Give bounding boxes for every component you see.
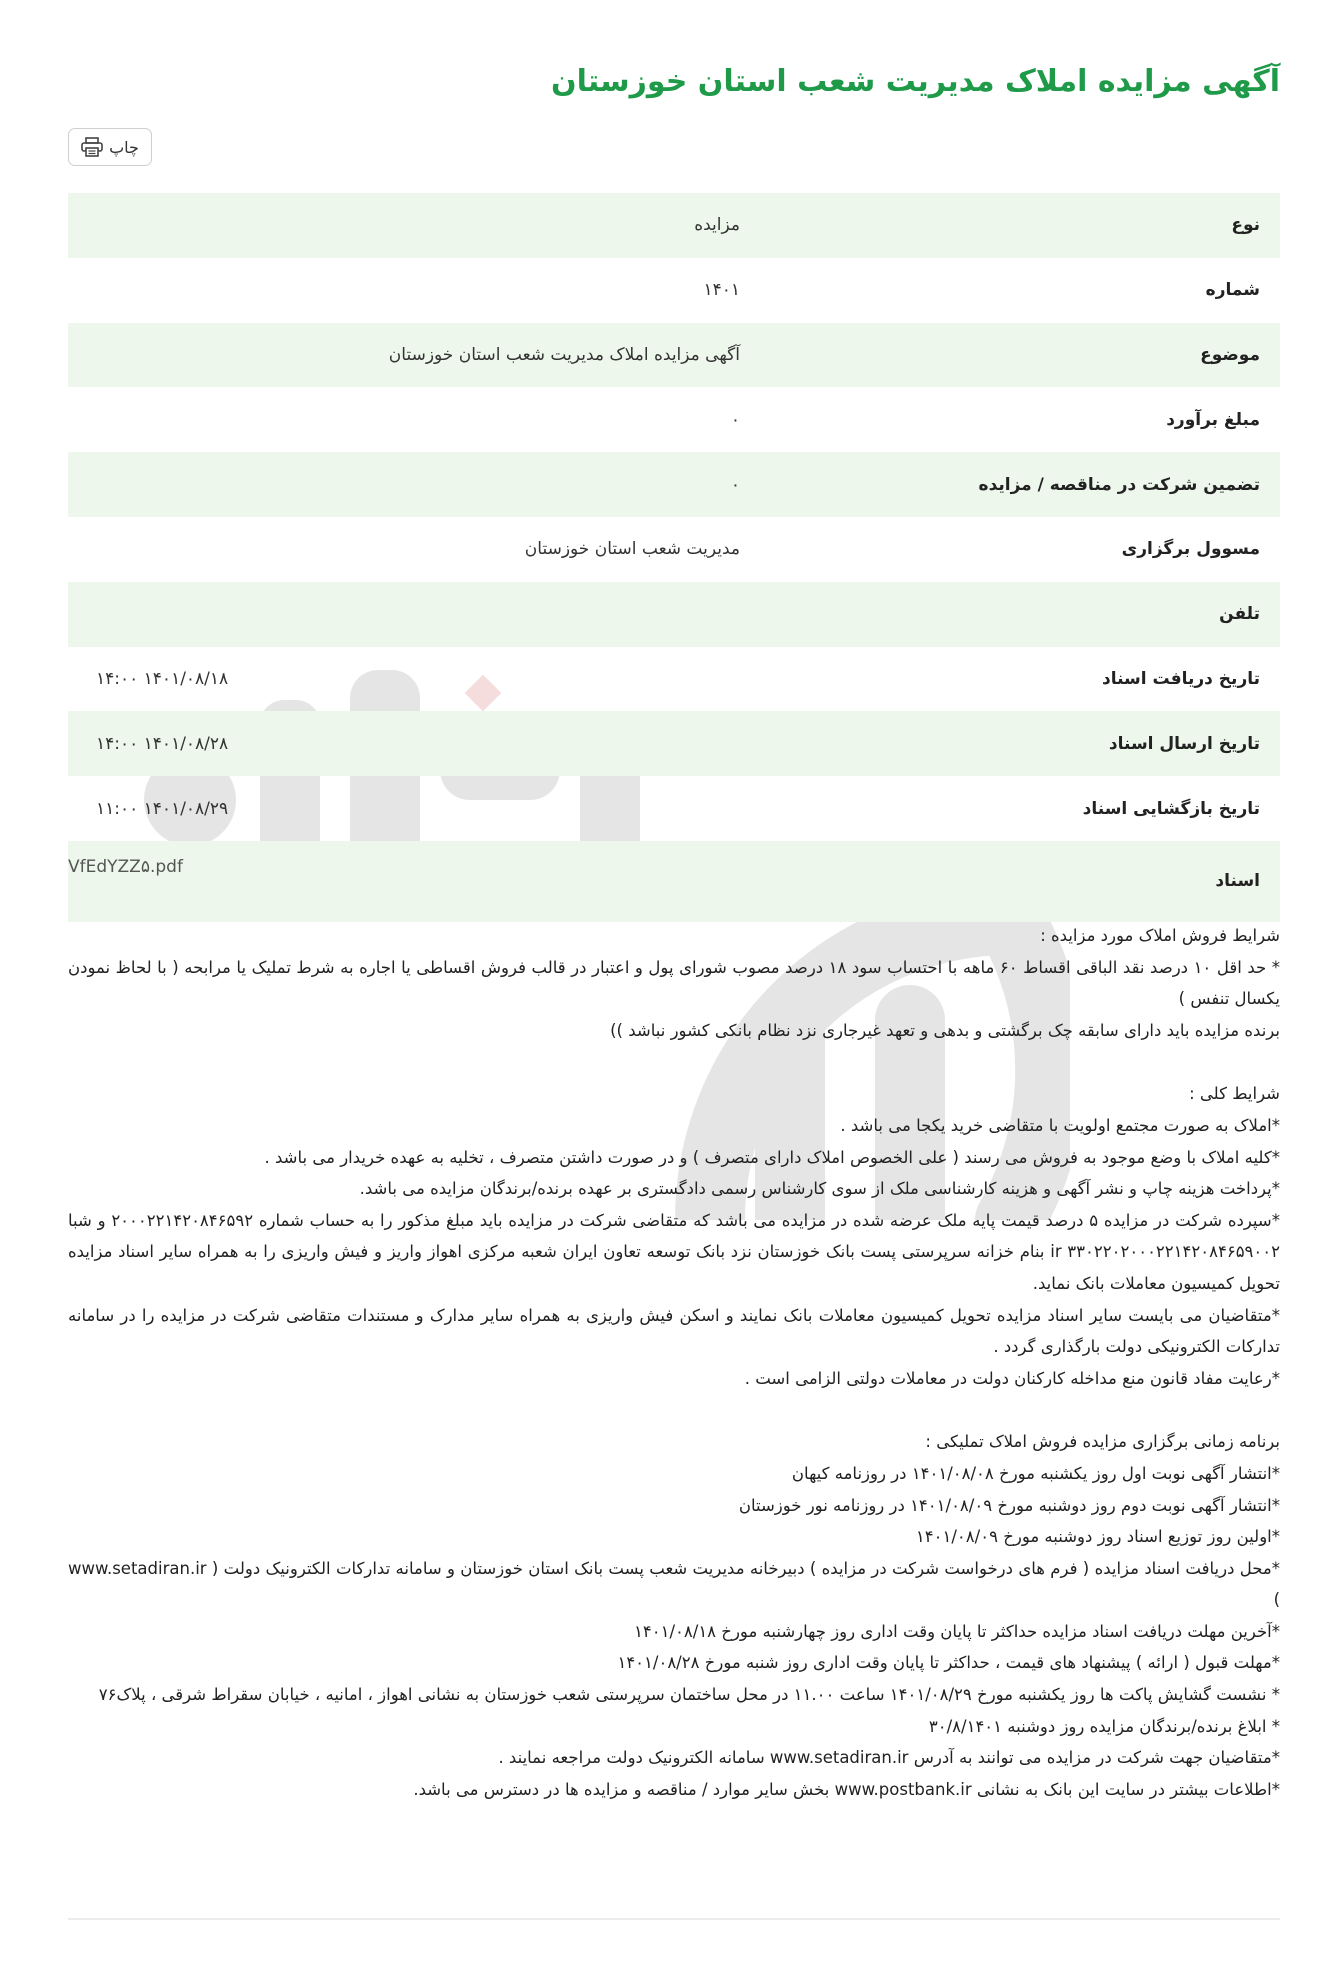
row-label: تاریخ دریافت اسناد [1101,668,1260,689]
text-line: *متقاضیان می بایست سایر اسناد مزایده تحویل کمیسیون معاملات بانک نمایند و اسکن فیش واریزی به همراه سایر مدارک و مستندات متقاضی شرکت در مزایده را در سامانه تدارکات الکترونیکی دولت بارگذاری گردد . [68,1305,1280,1357]
text-line: *انتشار آگهی نوبت اول روز یکشنبه مورخ ۱۴۰۱/۰۸/۰۸ در روزنامه کیهان [791,1463,1280,1483]
row-value: آگهی مزایده املاک مدیریت شعب استان خوزستان [68,323,740,388]
text-line: *اطلاعات بیشتر در سایت این بانک به نشانی www.postbank.ir بخش سایر موارد / مناقصه و مزایده ها در دسترس می باشد. [413,1779,1280,1799]
bottom-divider [68,1918,1280,1920]
row-type [68,193,1280,258]
row-docs-receive-date [68,647,1280,712]
row-organizer [68,517,1280,582]
row-label: تاریخ ارسال اسناد [740,711,1280,776]
text-line: برنده مزایده باید دارای سابقه چک برگشتی و بدهی و تعهد غیرجاری نزد نظام بانکی کشور نباشد )) [610,1020,1280,1040]
page-title: آگهی مزایده املاک مدیریت شعب استان خوزستان [551,64,1280,99]
row-label: تاریخ بازگشایی اسناد [1082,798,1260,819]
text-line: * حد اقل ۱۰ درصد نقد الباقی اقساط ۶۰ ماهه با احتساب سود ۱۸ درصد مصوب شورای پول و اعتبار در قالب فروش اقساطی یا اجاره به شرط تملیک یا مرابحه ( با لحاظ نمودن یکسال تنفس ) [68,957,1280,1009]
text-line: شرایط کلی : [1189,1084,1280,1104]
tender-info-table [68,193,1280,922]
text-line: *اولین روز توزیع اسناد روز دوشنبه مورخ ۱۴۰۱/۰۸/۰۹ [915,1527,1280,1547]
row-value: ۰ [730,409,740,430]
text-line: *محل دریافت اسناد مزایده ( فرم های درخواست شرکت در مزایده ) دبیرخانه مدیریت شعب پست بانک استان خوزستان و سامانه تدارکات الکترونیک دولت ( www.setadiran.ir ) [68,1558,1280,1610]
document-link[interactable]: VfEdYZZ۵.pdf [68,856,183,877]
text-line: *متقاضیان جهت شرکت در مزایده می توانند به آدرس www.setadiran.ir سامانه الکترونیک دولت مراجعه نمایند . [498,1748,1280,1768]
print-label: چاپ [109,137,139,157]
row-value: ۱۴۰۱ [703,280,740,301]
row-subject [68,323,1280,388]
row-value-cell [68,841,740,922]
row-value [68,582,740,647]
row-docs-open-date [68,776,1280,841]
row-number [68,258,1280,323]
text-line: *کلیه املاک با وضع موجود به فروش می رسند ( علی الخصوص املاک دارای متصرف ) و در صورت داشتن متصرف ، تخلیه به عهده خریدار می باشد . [264,1147,1280,1167]
row-value: مزایده [68,193,740,258]
row-value: ۱۴۰۱/۰۸/۱۸ ۱۴:۰۰ [96,668,229,689]
row-value: مدیریت شعب استان خوزستان [524,539,740,560]
print-button[interactable] [68,128,152,166]
text-line: *املاک به صورت مجتمع اولویت با متقاضی خرید یکجا می باشد . [840,1115,1280,1135]
printer-icon [81,137,103,157]
text-line: * نشست گشایش پاکت ها روز یکشنبه مورخ ۱۴۰۱/۰۸/۲۹ ساعت ۱۱.۰۰ در محل ساختمان سرپرستی شعب خوزستان به نشانی اهواز ، امانیه ، خیابان سقراط شرقی ، پلاک۷۶ [98,1685,1280,1705]
row-label: اسناد [740,841,1280,922]
row-label: نوع [740,193,1280,258]
row-label: مبلغ برآورد [1166,409,1260,430]
text-line: *مهلت قبول ( ارائه ) پیشنهاد های قیمت ، حداکثر تا پایان وقت اداری روز شنبه مورخ ۱۴۰۱/۰۸/۲۸ [617,1653,1280,1673]
text-line: *پرداخت هزینه چاپ و نشر آگهی و هزینه کارشناسی ملک از سوی کارشناس رسمی دادگستری بر عهده برنده/برندگان مزایده می باشد. [359,1179,1280,1199]
row-label: شماره [1205,280,1260,301]
text-line: *سپرده شرکت در مزایده ۵ درصد قیمت پایه ملک عرضه شده در مزایده می باشد که متقاضی شرکت در مزایده باید مبلغ مذکور را به حساب شماره ۲۰۰۰۲۲۱۴۲۰۸۴۶۵۹۲ و شبا ir ۳۳۰۲۲۰۲۰۰۰۲۲۱۴۲۰۸۴۶۵۹۰۰۲ بنام خزانه سرپرستی پست بانک خوزستان نزد بانک توسعه تعاون ایران شعبه مرکزی اهواز واریز و فیش واریزی را به همراه سایر اسناد مزایده تحویل کمیسیون معاملات بانک نماید. [68,1210,1281,1293]
row-value: ۱۴۰۱/۰۸/۲۸ ۱۴:۰۰ [68,711,740,776]
row-phone [68,582,1280,647]
text-line: شرایط فروش املاک مورد مزایده : [1040,926,1280,945]
row-label: تلفن [740,582,1280,647]
row-docs-send-date [68,711,1280,776]
row-documents [68,841,1280,922]
text-line: برنامه زمانی برگزاری مزایده فروش املاک تملیکی : [925,1432,1280,1452]
tender-description [68,920,1280,1805]
text-line: * ابلاغ برنده/برندگان مزایده روز دوشنبه ۳۰/۸/۱۴۰۱ [928,1716,1280,1736]
row-estimate [68,387,1280,452]
row-guarantee [68,452,1280,517]
text-line: *انتشار آگهی نوبت دوم روز دوشنبه مورخ ۱۴۰۱/۰۸/۰۹ در روزنامه نور خوزستان [738,1495,1280,1515]
row-label: تضمین شرکت در مناقصه / مزایده [740,452,1280,517]
text-line: *آخرین مهلت دریافت اسناد مزایده حداکثر تا پایان وقت اداری روز چهارشنبه مورخ ۱۴۰۱/۰۸/۱۸ [634,1621,1280,1641]
row-value: ۰ [68,452,740,517]
row-label: مسوول برگزاری [1121,539,1260,560]
row-label: موضوع [740,323,1280,388]
page-container [68,0,1281,1799]
row-value: ۱۴۰۱/۰۸/۲۹ ۱۱:۰۰ [96,798,229,819]
text-line: *رعایت مفاد قانون منع مداخله کارکنان دولت در معاملات دولتی الزامی است . [744,1368,1280,1388]
